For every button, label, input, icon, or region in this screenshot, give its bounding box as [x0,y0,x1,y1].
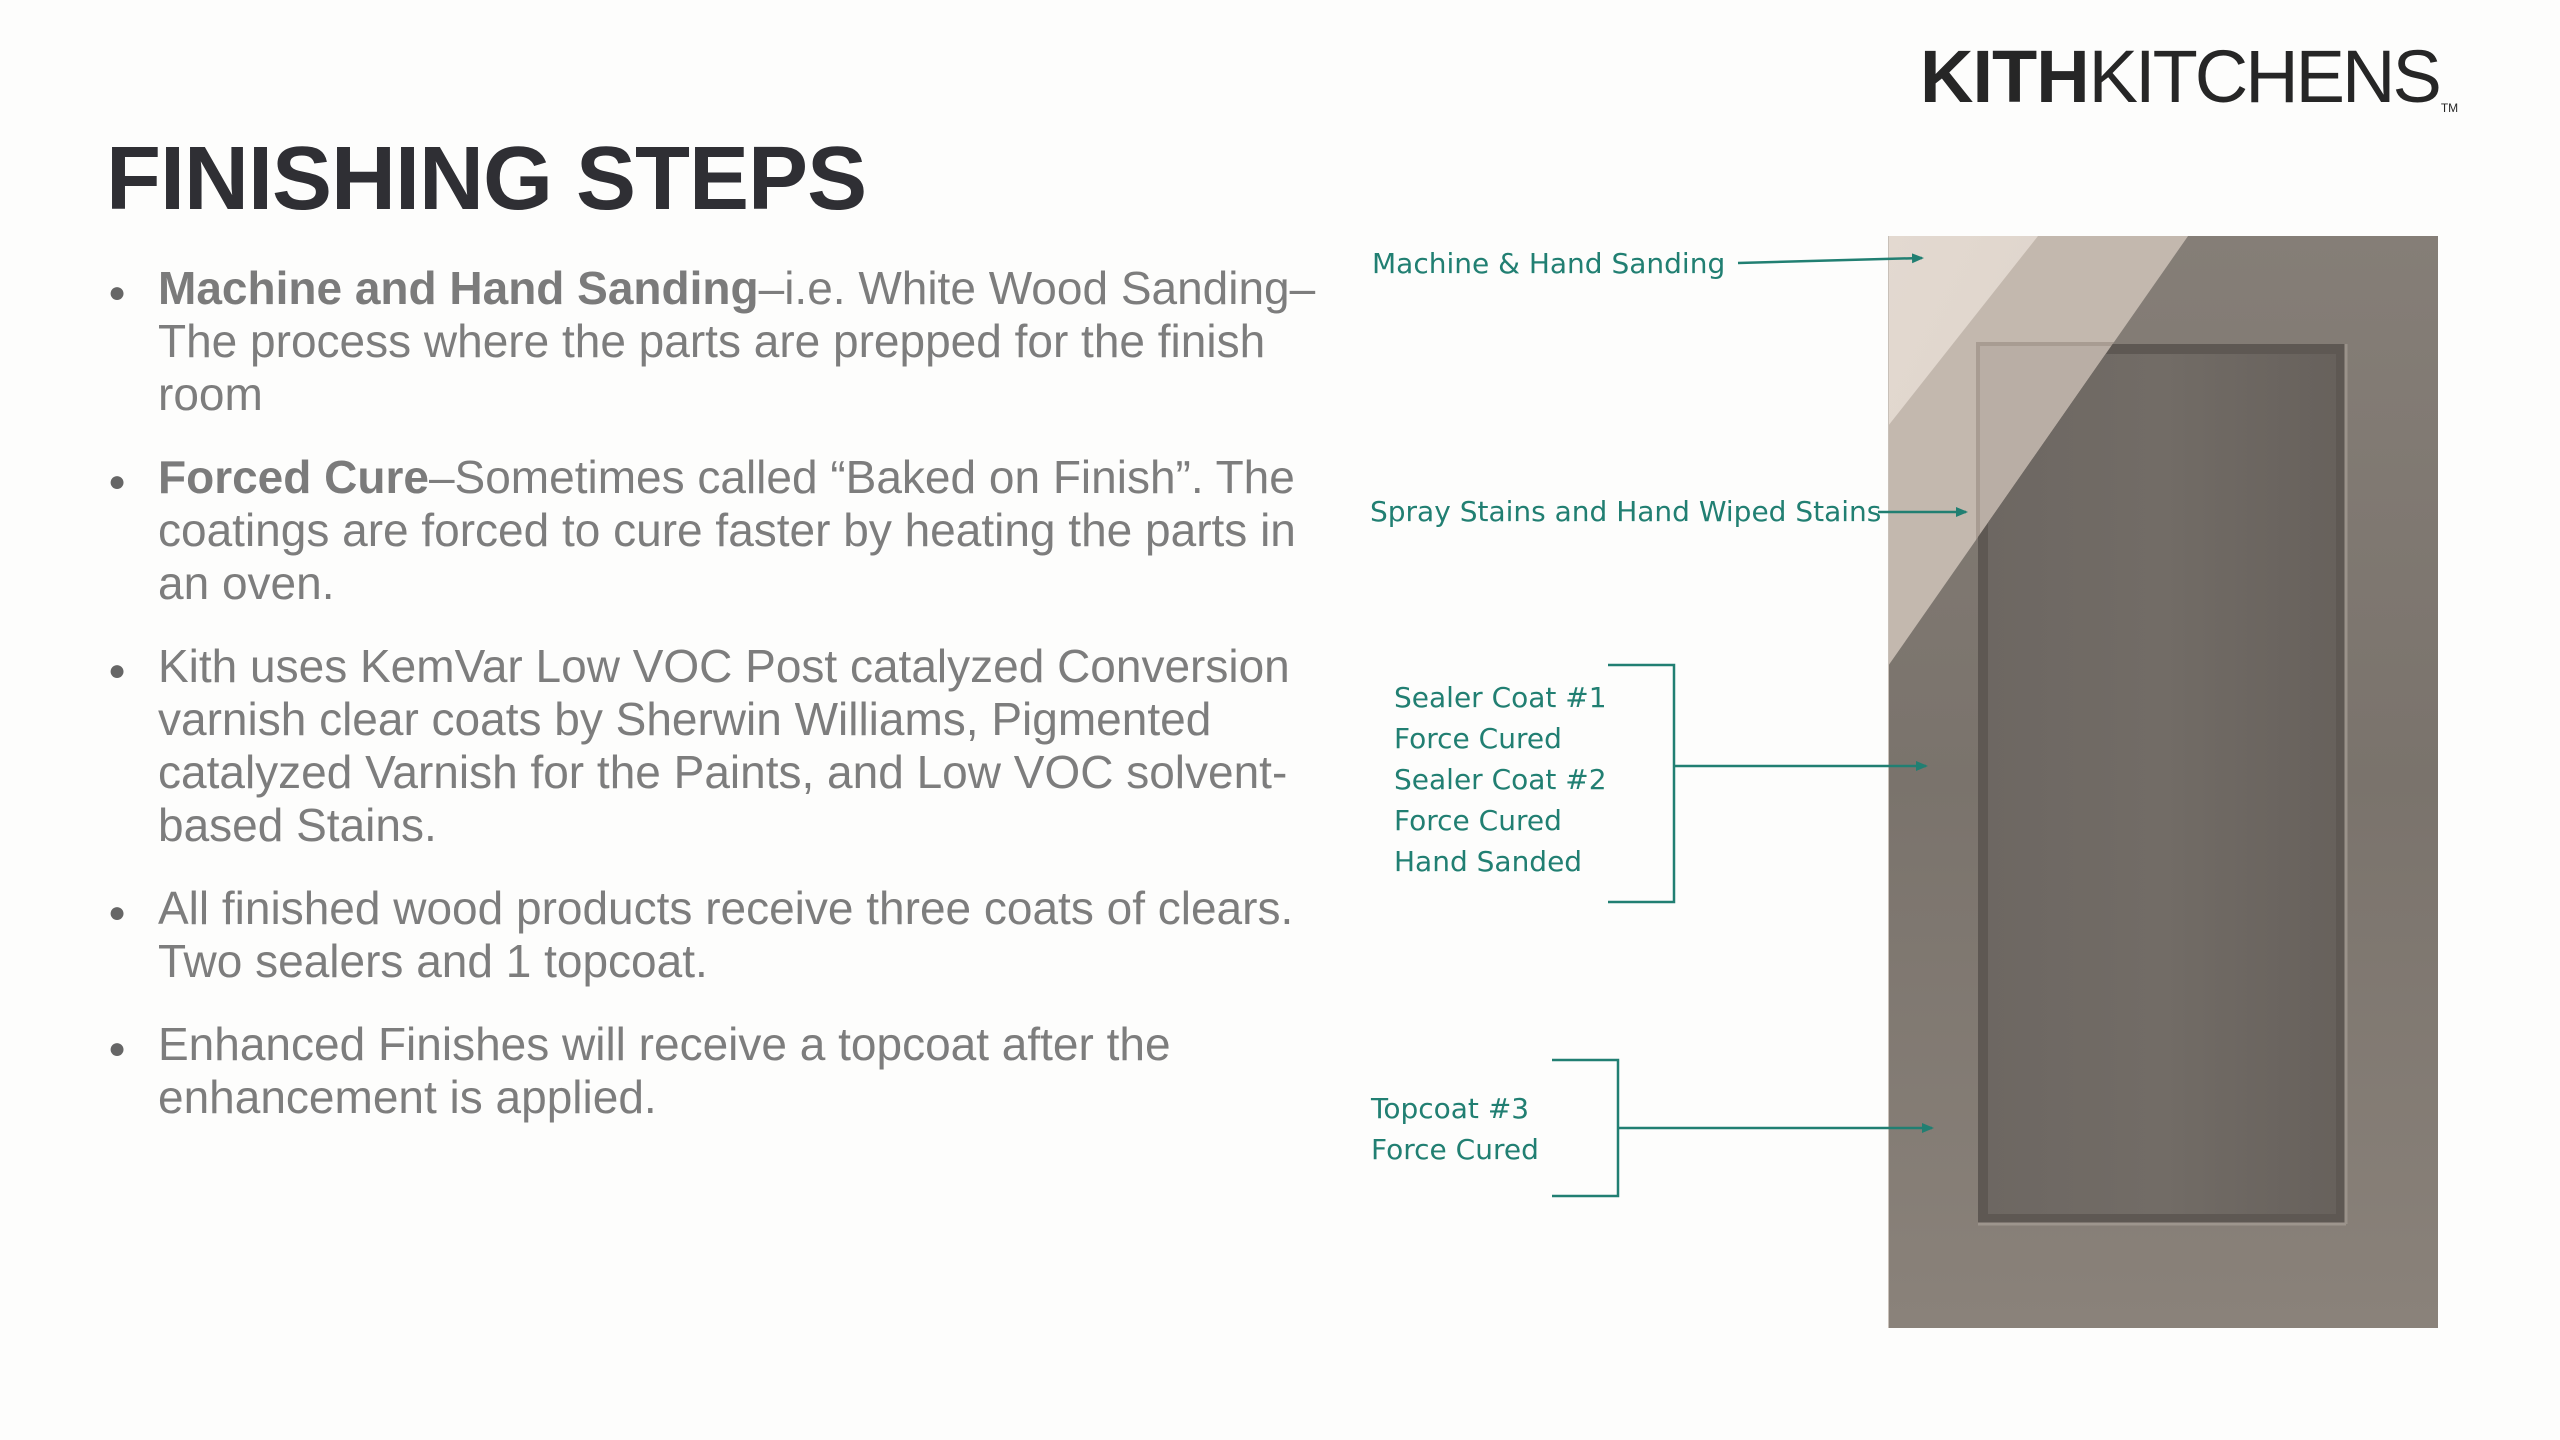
label-sealer-coat-1: Sealer Coat #1 [1394,681,1607,714]
kith-kitchens-logo [1920,35,2459,118]
bullet-text: Enhanced Finishes will receive a topcoat after the enhancement is applied. [158,1018,1171,1123]
logo-kitchens: KITCHENS [2088,35,2439,118]
label-force-cured-1: Force Cured [1394,722,1562,755]
bullet-dot-icon: ● [108,654,127,687]
bracket-sealer [1608,665,1674,902]
bullet-kemvar [106,640,1336,852]
bullet-three-coats [106,882,1336,988]
label-sealer-block [1394,677,1607,882]
bullet-sanding [106,262,1336,421]
label-topcoat-block [1371,1088,1539,1170]
bullet-forced-cure [106,451,1336,610]
bullet-dot-icon: ● [108,465,127,498]
logo-tm: TM [2440,101,2459,115]
bullet-text: –Sometimes called “Baked on Finish”. The coatings are forced to cure faster by heating the parts in an oven. [158,451,1296,609]
bullet-bold: Machine and Hand Sanding [158,262,759,314]
bullet-text: All finished wood products receive three coats of clears. Two sealers and 1 topcoat. [158,882,1294,987]
bullet-dot-icon: ● [108,896,127,929]
label-force-cured-3: Force Cured [1371,1133,1539,1166]
logo-kith: KITH [1920,35,2089,118]
label-sealer-coat-2: Sealer Coat #2 [1394,763,1607,796]
label-spray-stains: Spray Stains and Hand Wiped Stains [1370,495,1882,528]
bullet-text: –i.e. White Wood Sanding–The process where the parts are prepped for the finish room [158,262,1316,420]
bracket-topcoat [1552,1060,1618,1196]
label-force-cured-2: Force Cured [1394,804,1562,837]
bullet-bold: Forced Cure [158,451,429,503]
label-topcoat-3: Topcoat #3 [1371,1092,1530,1125]
label-hand-sanded: Hand Sanded [1394,845,1583,878]
page-title: FINISHING STEPS [106,129,867,229]
bullet-list [106,262,1336,1124]
cabinet-door-illustration [1888,236,2438,1328]
bullet-text: Kith uses KemVar Low VOC Post catalyzed Conversion varnish clear coats by Sherwin Williams, Pigmented catalyzed Varnish for the Paints, and Low VOC solvent-based Stains. [158,640,1290,851]
label-machine-hand-sanding: Machine & Hand Sanding [1372,247,1726,280]
cabinet-door-image [1888,236,2438,1328]
bullet-dot-icon: ● [108,1032,127,1065]
bullet-enhanced [106,1018,1336,1124]
bullet-dot-icon: ● [108,276,127,309]
